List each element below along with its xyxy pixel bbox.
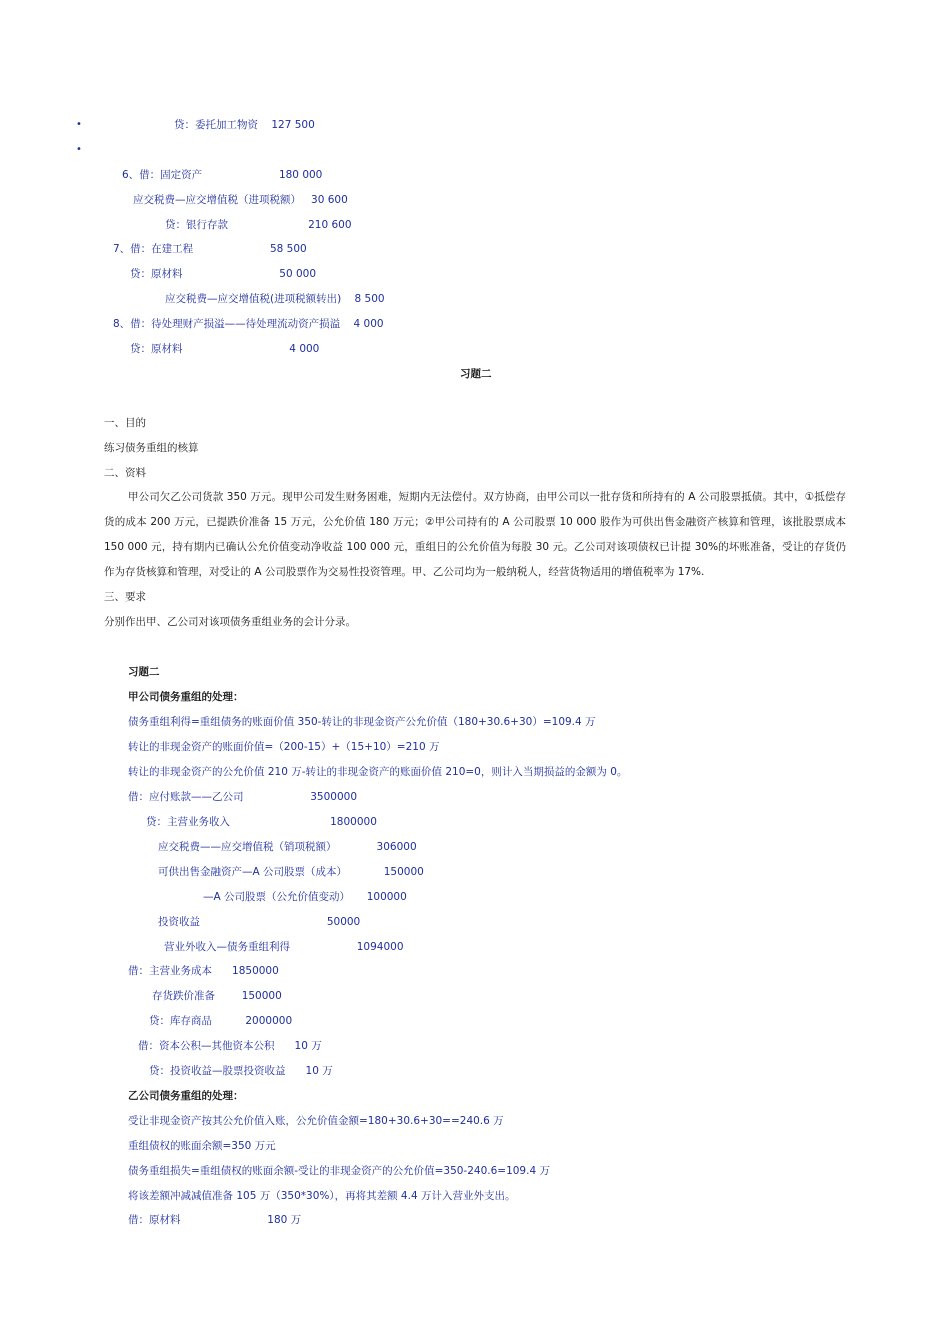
entry-8-debit: 8、借：待处理财产损溢——待处理流动资产损溢 4 000 [113,318,384,330]
entry-7-debit: 7、借：在建工程 58 500 [113,243,307,255]
jia-line-book-value: 转让的非现金资产的账面价值=（200-15）+（15+10）=210 万 [128,741,440,753]
jia-entry-debit-provision: 存货跌价准备 150000 [152,990,282,1002]
jia-entry-credit-afs-cost: 可供出售金融资产—A 公司股票（成本） 150000 [158,866,424,878]
jia-entry-credit-afs-fv: —A 公司股票（公允价值变动） 100000 [203,891,407,903]
entry-6-debit: 6、借：固定资产 180 000 [122,169,323,181]
material-heading: 二、资料 [104,467,146,479]
yi-line-fair-value: 受让非现金资产按其公允价值入账，公允价值金额=180+30.6+30==240.6 万 [128,1115,504,1127]
entry-8-credit: 贷：原材料 4 000 [130,343,320,355]
answer-title: 习题二 [128,666,160,678]
yi-entry-debit-materials: 借：原材料 180 万 [128,1214,302,1226]
jia-entry-credit-stock-income: 贷：投资收益—股票投资收益 10 万 [149,1065,333,1077]
jia-entry-credit-revenue: 贷：主营业务收入 1800000 [146,816,377,828]
material-text: 甲公司欠乙公司货款 350 万元。现甲公司发生财务困难，短期内无法偿付。双方协商，由甲公司以一批存货和所持有的 A 公司股票抵债。其中，①抵偿存货的成本 200 万元，已提跌价准备 15 万元，公允价值 180 万元；②甲公司持有的 A 公司股票 10 000 股作为可供出售金融资产核算和管理，该批股票成本 150 000 元，持有期内已确认公允价值变动净收益 100 000 元，重组日的公允价值为每股 30 元。乙公司对该项债权已计提 30%的坏账准备，受让的存货仍作为存货核算和管理，对受让的 A 公司股票作为交易性投资管理。甲、乙公司均为一般纳税人，经营货物适用的增值税率为 17%. [104,491,846,578]
jia-line-fair-value: 转让的非现金资产的公允价值 210 万-转让的非现金资产的账面价值 210=0，则计入当期损益的金额为 0。 [128,766,628,778]
jia-entry-debit-payable: 借：应付账款——乙公司 3500000 [128,791,358,803]
yi-line-loss: 债务重组损失=重组债权的账面余额-受让的非现金资产的公允价值=350-240.6=109.4 万 [128,1165,550,1177]
jia-line-gain: 债务重组利得=重组债务的账面价值 350-转让的非现金资产公允价值（180+30.6+30）=109.4 万 [128,716,596,728]
purpose-text: 练习债务重组的核算 [104,442,199,454]
requirement-heading: 三、要求 [104,591,146,603]
yi-line-claim-balance: 重组债权的账面余额=350 万元 [128,1140,276,1152]
entry-7-tax: 应交税费—应交增值税(进项税额转出) 8 500 [165,293,385,305]
entry-6-tax: 应交税费—应交增值税（进项税额） 30 600 [133,194,348,206]
jia-entry-credit-inventory: 贷：库存商品 2000000 [149,1015,293,1027]
entry-7-credit: 贷：原材料 50 000 [130,268,317,280]
entry-6-credit: 贷：银行存款 210 600 [165,219,352,231]
jia-heading: 甲公司债务重组的处理： [128,691,244,703]
yi-heading: 乙公司债务重组的处理： [128,1090,244,1102]
exercise-title: 习题二 [460,368,492,380]
jia-entry-debit-capital-reserve: 借：资本公积—其他资本公积 10 万 [138,1040,322,1052]
purpose-heading: 一、目的 [104,417,146,429]
jia-entry-credit-vat: 应交税费——应交增值税（销项税额） 306000 [158,841,417,853]
yi-line-offset: 将该差额冲减减值准备 105 万（350*30%），再将其差额 4.4 万计入营业外支出。 [128,1190,516,1202]
bullet-marker: • [76,119,82,130]
requirement-text: 分别作出甲、乙公司对该项债务重组业务的会计分录。 [104,616,356,628]
jia-entry-debit-cogs: 借：主营业务成本 1850000 [128,965,279,977]
bullet-marker: • [76,144,82,155]
jia-entry-credit-invest-income: 投资收益 50000 [158,916,361,928]
jia-entry-credit-nonop-income: 营业外收入—债务重组利得 1094000 [164,941,404,953]
entry-credit-consigned: 贷：委托加工物资 127 500 [174,119,315,131]
